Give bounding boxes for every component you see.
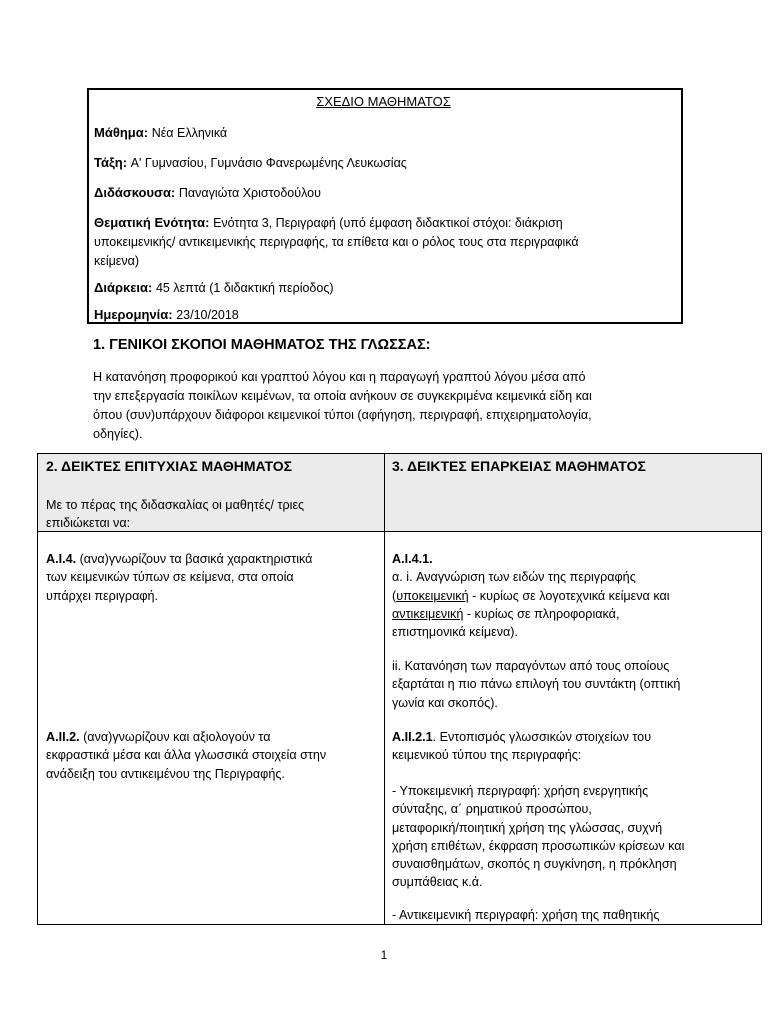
obj-line: - Αντικειμενική περιγραφή: χρήση της παθητικής — [392, 908, 660, 922]
a1121-text: . Εντοπισμός γλωσσικών στοιχείων του — [432, 730, 652, 744]
date-value: 23/10/2018 — [176, 308, 239, 322]
page-number: 1 — [380, 948, 388, 962]
a112-text: (ανα)γνωρίζουν και αξιολογούν τα — [79, 730, 271, 744]
lesson-plan-header-box — [87, 88, 683, 324]
a141-text: - κυρίως σε πληροφοριακά, — [463, 606, 620, 621]
date-label: Ημερομηνία: — [94, 307, 173, 322]
unit-value-line3: κείμενα) — [94, 254, 140, 268]
section1-line: την επεξεργασία ποικίλων κειμένων, τα οποία ανήκουν σε συγκεκριμένα κειμενικά είδη και — [93, 389, 592, 403]
subj-line: - Υποκειμενική περιγραφή: χρήση ενεργητικής — [392, 784, 649, 798]
a1121-text: κειμενικού τύπου της περιγραφής: — [392, 748, 582, 763]
a112-code: Α.ΙΙ.2. — [46, 730, 80, 744]
ii-text: ii. Κατανόηση των παραγόντων από τους οποίους — [392, 659, 670, 673]
adequacy-indicator-ii — [392, 657, 752, 712]
teacher-row — [94, 183, 673, 203]
a141-text — [392, 587, 752, 605]
a112-text: ανάδειξη του αντικειμένου της Περιγραφής. — [46, 766, 285, 781]
duration-label: Διάρκεια: — [94, 280, 153, 295]
class-label: Τάξη: — [94, 155, 128, 170]
unit-label: Θεματική Ενότητα: — [94, 215, 210, 230]
paren: ( — [392, 588, 397, 603]
col2-header: 2. ΔΕΙΚΤΕΣ ΕΠΙΤΥΧΙΑΣ ΜΑΘΗΜΑΤΟΣ — [46, 458, 293, 474]
duration-value: 45 λεπτά (1 διδακτική περίοδος) — [155, 281, 334, 295]
duration-row — [94, 278, 673, 298]
subj-line: χρήση επιθέτων, έκφραση προσωπικών κρίσεων και — [392, 838, 685, 853]
section1-line: Η κατανόηση προφορικού και γραπτού λόγου και η παραγωγή γραπτού λόγου μέσα από — [93, 370, 586, 384]
adequacy-indicator-a141 — [392, 550, 752, 641]
objective-term: αντικειμενική — [392, 606, 464, 621]
section1-line: οδηγίες). — [93, 427, 143, 441]
ii-text: εξαρτάται η πιο πάνω επιλογή του συντάκτη (οπτική — [392, 677, 681, 692]
a14-text: των κειμενικών τύπων σε κείμενα, στα οποία — [46, 570, 294, 585]
indicators-table — [37, 453, 762, 925]
subject-label: Μάθημα: — [94, 125, 149, 140]
table-header-row — [38, 454, 761, 532]
success-indicator-a112 — [46, 728, 376, 783]
objective-description — [392, 906, 752, 924]
col2-subheader — [46, 496, 366, 532]
a141-text: - κυρίως σε λογοτεχνικά κείμενα και — [468, 588, 670, 603]
class-value: Α' Γυμνασίου, Γυμνάσιο Φανερωμένης Λευκωσίας — [130, 156, 407, 170]
ii-text: γωνία και σκοπός). — [392, 695, 498, 710]
subj-line: συμπάθειας κ.ά. — [392, 875, 483, 890]
subject-row — [94, 123, 673, 143]
a141-code: Α.Ι.4.1. — [392, 552, 433, 566]
success-indicator-a14 — [46, 550, 376, 605]
a1121-code: Α.ΙΙ.2.1 — [392, 730, 433, 744]
adequacy-indicator-a1121 — [392, 728, 752, 765]
a141-text: επιστημονικά κείμενα). — [392, 625, 518, 640]
a14-text: υπάρχει περιγραφή. — [46, 588, 159, 603]
subj-line: μεταφορική/ποιητική χρήση της γλώσσας, συχνή — [392, 820, 663, 835]
subjective-description — [392, 782, 752, 892]
unit-value-line2: υποκειμενικής/ αντικειμενικής περιγραφής, τα επίθετα και ο ρόλος τους στα περιγραφικά — [94, 235, 579, 249]
date-row — [94, 305, 673, 325]
subject-value: Νέα Ελληνικά — [151, 126, 228, 140]
col2-sub-line: Με το πέρας της διδασκαλίας οι μαθητές/ τριες — [46, 498, 305, 512]
section1-line: όπου (συν)υπάρχουν διάφοροι κειμενικοί τύποι (αφήγηση, περιγραφή, επιχειρηματολογία, — [93, 408, 592, 422]
column-divider — [384, 454, 385, 924]
a14-code: Α.Ι.4. — [46, 552, 77, 566]
col2-sub-line: επιδιώκεται να: — [46, 516, 131, 530]
section1-text — [93, 368, 683, 444]
teacher-label: Διδάσκουσα: — [94, 185, 176, 200]
lesson-plan-title: ΣΧΕΔΙΟ ΜΑΘΗΜΑΤΟΣ — [316, 94, 451, 109]
class-row — [94, 153, 673, 173]
subj-line: σύνταξης, α΄ ρηματικού προσώπου, — [392, 802, 592, 817]
a141-text — [392, 605, 752, 623]
a14-text: (ανα)γνωρίζουν τα βασικά χαρακτηριστικά — [76, 552, 313, 566]
section1-title: 1. ΓΕΝΙΚΟΙ ΣΚΟΠΟΙ ΜΑΘΗΜΑΤΟΣ ΤΗΣ ΓΛΩΣΣΑΣ: — [93, 337, 431, 353]
unit-row — [94, 213, 673, 233]
unit-value-line1: Ενότητα 3, Περιγραφή (υπό έμφαση διδακτικοί στόχοι: διάκριση — [213, 216, 563, 230]
a141-text: α. i. Αναγνώριση των ειδών της περιγραφής — [392, 570, 636, 585]
subjective-term: υποκειμενική — [396, 588, 469, 603]
a112-text: εκφραστικά μέσα και άλλα γλωσσικά στοιχεία στην — [46, 748, 327, 763]
col3-header: 3. ΔΕΙΚΤΕΣ ΕΠΑΡΚΕΙΑΣ ΜΑΘΗΜΑΤΟΣ — [392, 458, 646, 474]
teacher-value: Παναγιώτα Χριστοδούλου — [178, 186, 321, 200]
subj-line: συναισθημάτων, σκοπός η συγκίνηση, η πρόκληση — [392, 857, 677, 872]
